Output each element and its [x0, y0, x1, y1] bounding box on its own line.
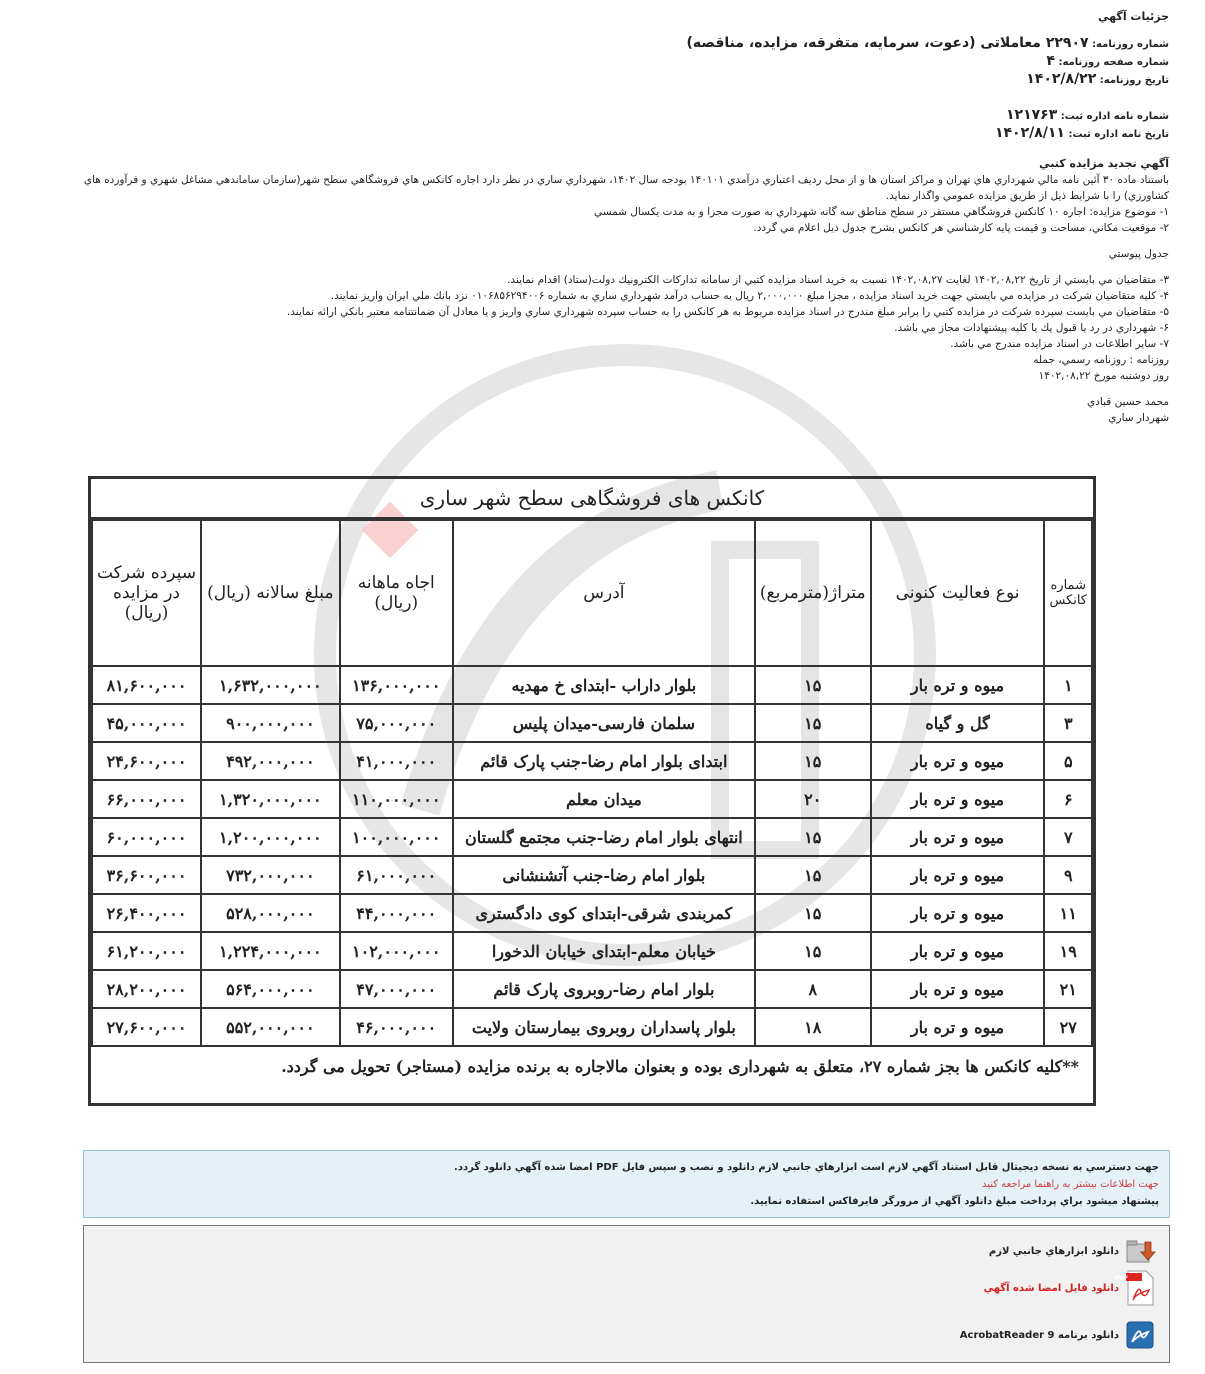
signer-title: شهردار ساري — [1108, 412, 1169, 424]
newspaper-no-value: ۲۲۹۰۷ معاملاتی (دعوت، سرمایه، متفرقه، مزایده، مناقصه) — [686, 35, 1089, 51]
col-kiosk-no: شماره کانکس — [1044, 520, 1092, 666]
cell-deposit: ۳۶,۶۰۰,۰۰۰ — [92, 856, 201, 894]
download-folder-icon — [1125, 1236, 1155, 1266]
table-row — [92, 704, 1092, 742]
download-acrobat-label: دانلود برنامه AcrobatReader 9 — [959, 1329, 1119, 1341]
newspaper-date-value: ۱۴۰۲/۸/۲۲ — [1026, 71, 1097, 87]
col-deposit: سپرده شرکت در مزایده (ریال) — [92, 520, 201, 666]
cell-activity: میوه و تره بار — [871, 894, 1045, 932]
table-row — [92, 856, 1092, 894]
cell-annual: ۷۳۲,۰۰۰,۰۰۰ — [201, 856, 340, 894]
table-row — [92, 780, 1092, 818]
download-acrobat-link[interactable] — [960, 1320, 1155, 1350]
cell-area: ۱۵ — [755, 818, 871, 856]
info-box — [83, 1150, 1170, 1218]
page-no-value: ۴ — [1046, 53, 1055, 69]
table-row — [92, 742, 1092, 780]
cell-area: ۱۵ — [755, 856, 871, 894]
cell-area: ۱۵ — [755, 666, 871, 704]
help-link[interactable]: جهت اطلاعات بيشتر به راهنما مراجعه كنيد — [981, 1179, 1159, 1190]
cell-area: ۲۰ — [755, 780, 871, 818]
cell-area: ۱۵ — [755, 894, 871, 932]
cell-no: ۹ — [1044, 856, 1092, 894]
cell-monthly: ۴۶,۰۰۰,۰۰۰ — [340, 1008, 453, 1046]
table-row — [92, 894, 1092, 932]
cell-deposit: ۲۴,۶۰۰,۰۰۰ — [92, 742, 201, 780]
notice-header — [29, 8, 1169, 143]
notice-item-2: ۲- موقعيت مكاني، مساحت و قيمت پايه كارشناسي هر كانكس بشرح جدول ذيل اعلام مي گردد. — [753, 222, 1169, 234]
details-title: جزئيات آگهي — [1098, 10, 1169, 23]
notice-item-3: ۳- متقاضيان مي بايستي از تاريخ ۱۴۰۲,۰۸,۲۲ لغايت ۱۴۰۲,۰۸,۲۷ نسبت به خريد اسناد مزايده كتبي از سامانه تداركات الكترونيك دولت(ستاد) اقدام نمايند. — [507, 274, 1169, 286]
attached-table-label: جدول پيوستي — [1108, 248, 1169, 260]
pdf-icon-text: PDF — [1114, 1275, 1128, 1282]
cell-no: ۷ — [1044, 818, 1092, 856]
cell-address: بلوار پاسداران روبروی بیمارستان ولایت — [453, 1008, 755, 1046]
cell-address: بلوار امام رضا-روبروی پارک قائم — [453, 970, 755, 1008]
cell-address: ابتدای بلوار امام رضا-جنب پارک قائم — [453, 742, 755, 780]
notice-item-1: ۱- موضوع مزايده: اجاره ۱۰ كانكس فروشگاهي مستقر در سطح مناطق سه گانه شهرداري به صورت مجزا و به مدت يكسال شمسي — [593, 206, 1169, 218]
cell-activity: میوه و تره بار — [871, 780, 1045, 818]
cell-activity: میوه و تره بار — [871, 742, 1045, 780]
cell-annual: ۵۲۸,۰۰۰,۰۰۰ — [201, 894, 340, 932]
cell-no: ۶ — [1044, 780, 1092, 818]
cell-activity: میوه و تره بار — [871, 856, 1045, 894]
cell-activity: میوه و تره بار — [871, 666, 1045, 704]
cell-area: ۱۵ — [755, 704, 871, 742]
cell-activity: میوه و تره بار — [871, 1008, 1045, 1046]
cell-activity: میوه و تره بار — [871, 818, 1045, 856]
cell-activity: گل و گیاه — [871, 704, 1045, 742]
letter-date-value: ۱۴۰۲/۸/۱۱ — [994, 125, 1065, 141]
notice-item-4: ۴- كليه متقاضيان شركت در مزايده مي بايستي جهت خريد اسناد مزايده ، مجزا مبلغ ۲,۰۰۰,۰۰۰ ريال به حساب درآمد شهرداري ساري به شماره ۰۱۰۶۸۵۶۲۹۴۰۰۶ نزد بانك ملي ايران واريز نمايند. — [330, 290, 1169, 302]
notice-item-5: ۵- متقاضيان مي بايست سپرده شركت در مزايده كتبي را برابر مبلغ مندرج در اسناد مزايده مربوط به هر كانكس را به حساب سپرده شهرداري ساري واريز و يا معادل آن ضمانتنامه معتبر بانكي ارائه نمايند. — [286, 306, 1169, 318]
kiosk-table — [88, 476, 1096, 1106]
notice-item-6: ۶- شهرداري در رد يا قبول يك يا كليه پيشنهادات مجاز مي باشد. — [894, 322, 1169, 334]
letter-date-label: تاريخ نامه اداره ثبت: — [1068, 129, 1169, 140]
cell-deposit: ۲۸,۲۰۰,۰۰۰ — [92, 970, 201, 1008]
cell-address: بلوار داراب -ابتدای خ مهدیه — [453, 666, 755, 704]
letter-no-label: شماره نامه اداره ثبت: — [1060, 111, 1169, 122]
col-activity: نوع فعالیت کنونی — [871, 520, 1045, 666]
col-address: آدرس — [453, 520, 755, 666]
signer-name: محمد حسين قبادي — [1087, 396, 1169, 408]
newspaper-no-label: شماره روزنامه: — [1092, 39, 1169, 50]
cell-address: انتهای بلوار امام رضا-جنب مجتمع گلستان — [453, 818, 755, 856]
cell-monthly: ۴۷,۰۰۰,۰۰۰ — [340, 970, 453, 1008]
cell-monthly: ۴۴,۰۰۰,۰۰۰ — [340, 894, 453, 932]
page-no-label: شماره صفحه روزنامه: — [1058, 57, 1169, 68]
notice-intro: باستناد ماده ۳۰ آئين نامه مالي شهرداري هاي تهران و مراكز استان ها و از محل رديف اعتباري درآمدي ۱۴۰۱۰۱ بودجه سال ۱۴۰۲، شهرداري ساري در نظر دارد اجاره كانكس هاي فروشگاهي سطح شهر(سازمان ساماندهي مشاغل شهري و فرآورده هاي كشاورزي) را با شرايط ذيل از طريق مزايده عمومي واگذار نمايد. — [83, 174, 1169, 202]
cell-annual: ۱,۲۲۴,۰۰۰,۰۰۰ — [201, 932, 340, 970]
cell-no: ۱۹ — [1044, 932, 1092, 970]
cell-area: ۸ — [755, 970, 871, 1008]
cell-annual: ۵۶۴,۰۰۰,۰۰۰ — [201, 970, 340, 1008]
table-row — [92, 818, 1092, 856]
info-line-3: پيشنهاد ميشود براي پرداخت مبلغ دانلود آگهي از مرورگر فايرفاكس استفاده نماييد. — [750, 1196, 1159, 1207]
download-tools-label: دانلود ابزارهاي جانبي لازم — [988, 1245, 1119, 1257]
table-row — [92, 970, 1092, 1008]
letter-no-value: ۱۲۱۷۶۳ — [1005, 107, 1058, 123]
newspaper-line: روزنامه : روزنامه رسمي، جمله — [1033, 354, 1169, 366]
downloads-box — [83, 1225, 1170, 1363]
cell-annual: ۹۰۰,۰۰۰,۰۰۰ — [201, 704, 340, 742]
col-monthly: اجاه ماهانه (ریال) — [340, 520, 453, 666]
kiosk-grid — [91, 519, 1093, 1047]
cell-monthly: ۷۵,۰۰۰,۰۰۰ — [340, 704, 453, 742]
notice-body — [74, 156, 1169, 426]
cell-activity: میوه و تره بار — [871, 932, 1045, 970]
newspaper-date-label: تاريخ روزنامه: — [1099, 75, 1169, 86]
cell-deposit: ۶۰,۰۰۰,۰۰۰ — [92, 818, 201, 856]
cell-activity: میوه و تره بار — [871, 970, 1045, 1008]
cell-no: ۲۷ — [1044, 1008, 1092, 1046]
download-signed-pdf-label: دانلود فايل امضا شده آگهي — [983, 1282, 1119, 1294]
cell-deposit: ۴۵,۰۰۰,۰۰۰ — [92, 704, 201, 742]
cell-no: ۲۱ — [1044, 970, 1092, 1008]
cell-annual: ۴۹۲,۰۰۰,۰۰۰ — [201, 742, 340, 780]
cell-no: ۱ — [1044, 666, 1092, 704]
date-line: روز دوشنبه مورخ ۱۴۰۲,۰۸,۲۲ — [1038, 370, 1169, 382]
cell-deposit: ۲۶,۴۰۰,۰۰۰ — [92, 894, 201, 932]
notice-item-7: ۷- ساير اطلاعات در اسناد مزايده مندرج مي باشد. — [950, 338, 1169, 350]
cell-monthly: ۱۰۲,۰۰۰,۰۰۰ — [340, 932, 453, 970]
cell-annual: ۵۵۲,۰۰۰,۰۰۰ — [201, 1008, 340, 1046]
cell-monthly: ۱۳۶,۰۰۰,۰۰۰ — [340, 666, 453, 704]
cell-monthly: ۱۱۰,۰۰۰,۰۰۰ — [340, 780, 453, 818]
table-row — [92, 1008, 1092, 1046]
cell-deposit: ۲۷,۶۰۰,۰۰۰ — [92, 1008, 201, 1046]
cell-monthly: ۱۰۰,۰۰۰,۰۰۰ — [340, 818, 453, 856]
cell-no: ۱۱ — [1044, 894, 1092, 932]
col-area: متراژ(مترمربع) — [755, 520, 871, 666]
info-line-1: جهت دسترسي به نسخه ديجيتال قابل استناد آگهي لازم است ابزارهاي جانبي لازم دانلود و نصب و سپس فايل PDF امضا شده آگهي دانلود گردد. — [454, 1162, 1159, 1173]
cell-area: ۱۵ — [755, 742, 871, 780]
cell-no: ۳ — [1044, 704, 1092, 742]
cell-area: ۱۸ — [755, 1008, 871, 1046]
cell-deposit: ۶۱,۲۰۰,۰۰۰ — [92, 932, 201, 970]
cell-address: کمربندی شرقی-ابتدای کوی دادگستری — [453, 894, 755, 932]
cell-area: ۱۵ — [755, 932, 871, 970]
cell-address: خیابان معلم-ابتدای خیابان الدخورا — [453, 932, 755, 970]
col-annual: مبلغ سالانه (ریال) — [201, 520, 340, 666]
table-title: کانکس های فروشگاهی سطح شهر ساری — [91, 479, 1093, 519]
cell-address: بلوار امام رضا-جنب آتشنشانی — [453, 856, 755, 894]
pdf-file-icon — [1114, 1270, 1155, 1306]
notice-heading: آگهي تجديد مزايده كتبي — [1039, 157, 1169, 170]
cell-annual: ۱,۶۳۲,۰۰۰,۰۰۰ — [201, 666, 340, 704]
table-row — [92, 666, 1092, 704]
table-footnote: **کلیه کانکس ها بجز شماره ۲۷، متعلق به شهرداری بوده و بعنوان مالاجاره به برنده مزایده (مستاجر) تحویل می گردد. — [281, 1057, 1079, 1076]
cell-deposit: ۸۱,۶۰۰,۰۰۰ — [92, 666, 201, 704]
cell-no: ۵ — [1044, 742, 1092, 780]
cell-monthly: ۶۱,۰۰۰,۰۰۰ — [340, 856, 453, 894]
cell-deposit: ۶۶,۰۰۰,۰۰۰ — [92, 780, 201, 818]
cell-monthly: ۴۱,۰۰۰,۰۰۰ — [340, 742, 453, 780]
acrobat-reader-icon — [1125, 1320, 1155, 1350]
cell-address: میدان معلم — [453, 780, 755, 818]
download-tools-link[interactable] — [989, 1236, 1155, 1266]
cell-annual: ۱,۲۰۰,۰۰۰,۰۰۰ — [201, 818, 340, 856]
download-signed-pdf-link[interactable] — [984, 1270, 1155, 1306]
cell-address: سلمان فارسی-میدان پلیس — [453, 704, 755, 742]
cell-annual: ۱,۳۲۰,۰۰۰,۰۰۰ — [201, 780, 340, 818]
table-row — [92, 932, 1092, 970]
